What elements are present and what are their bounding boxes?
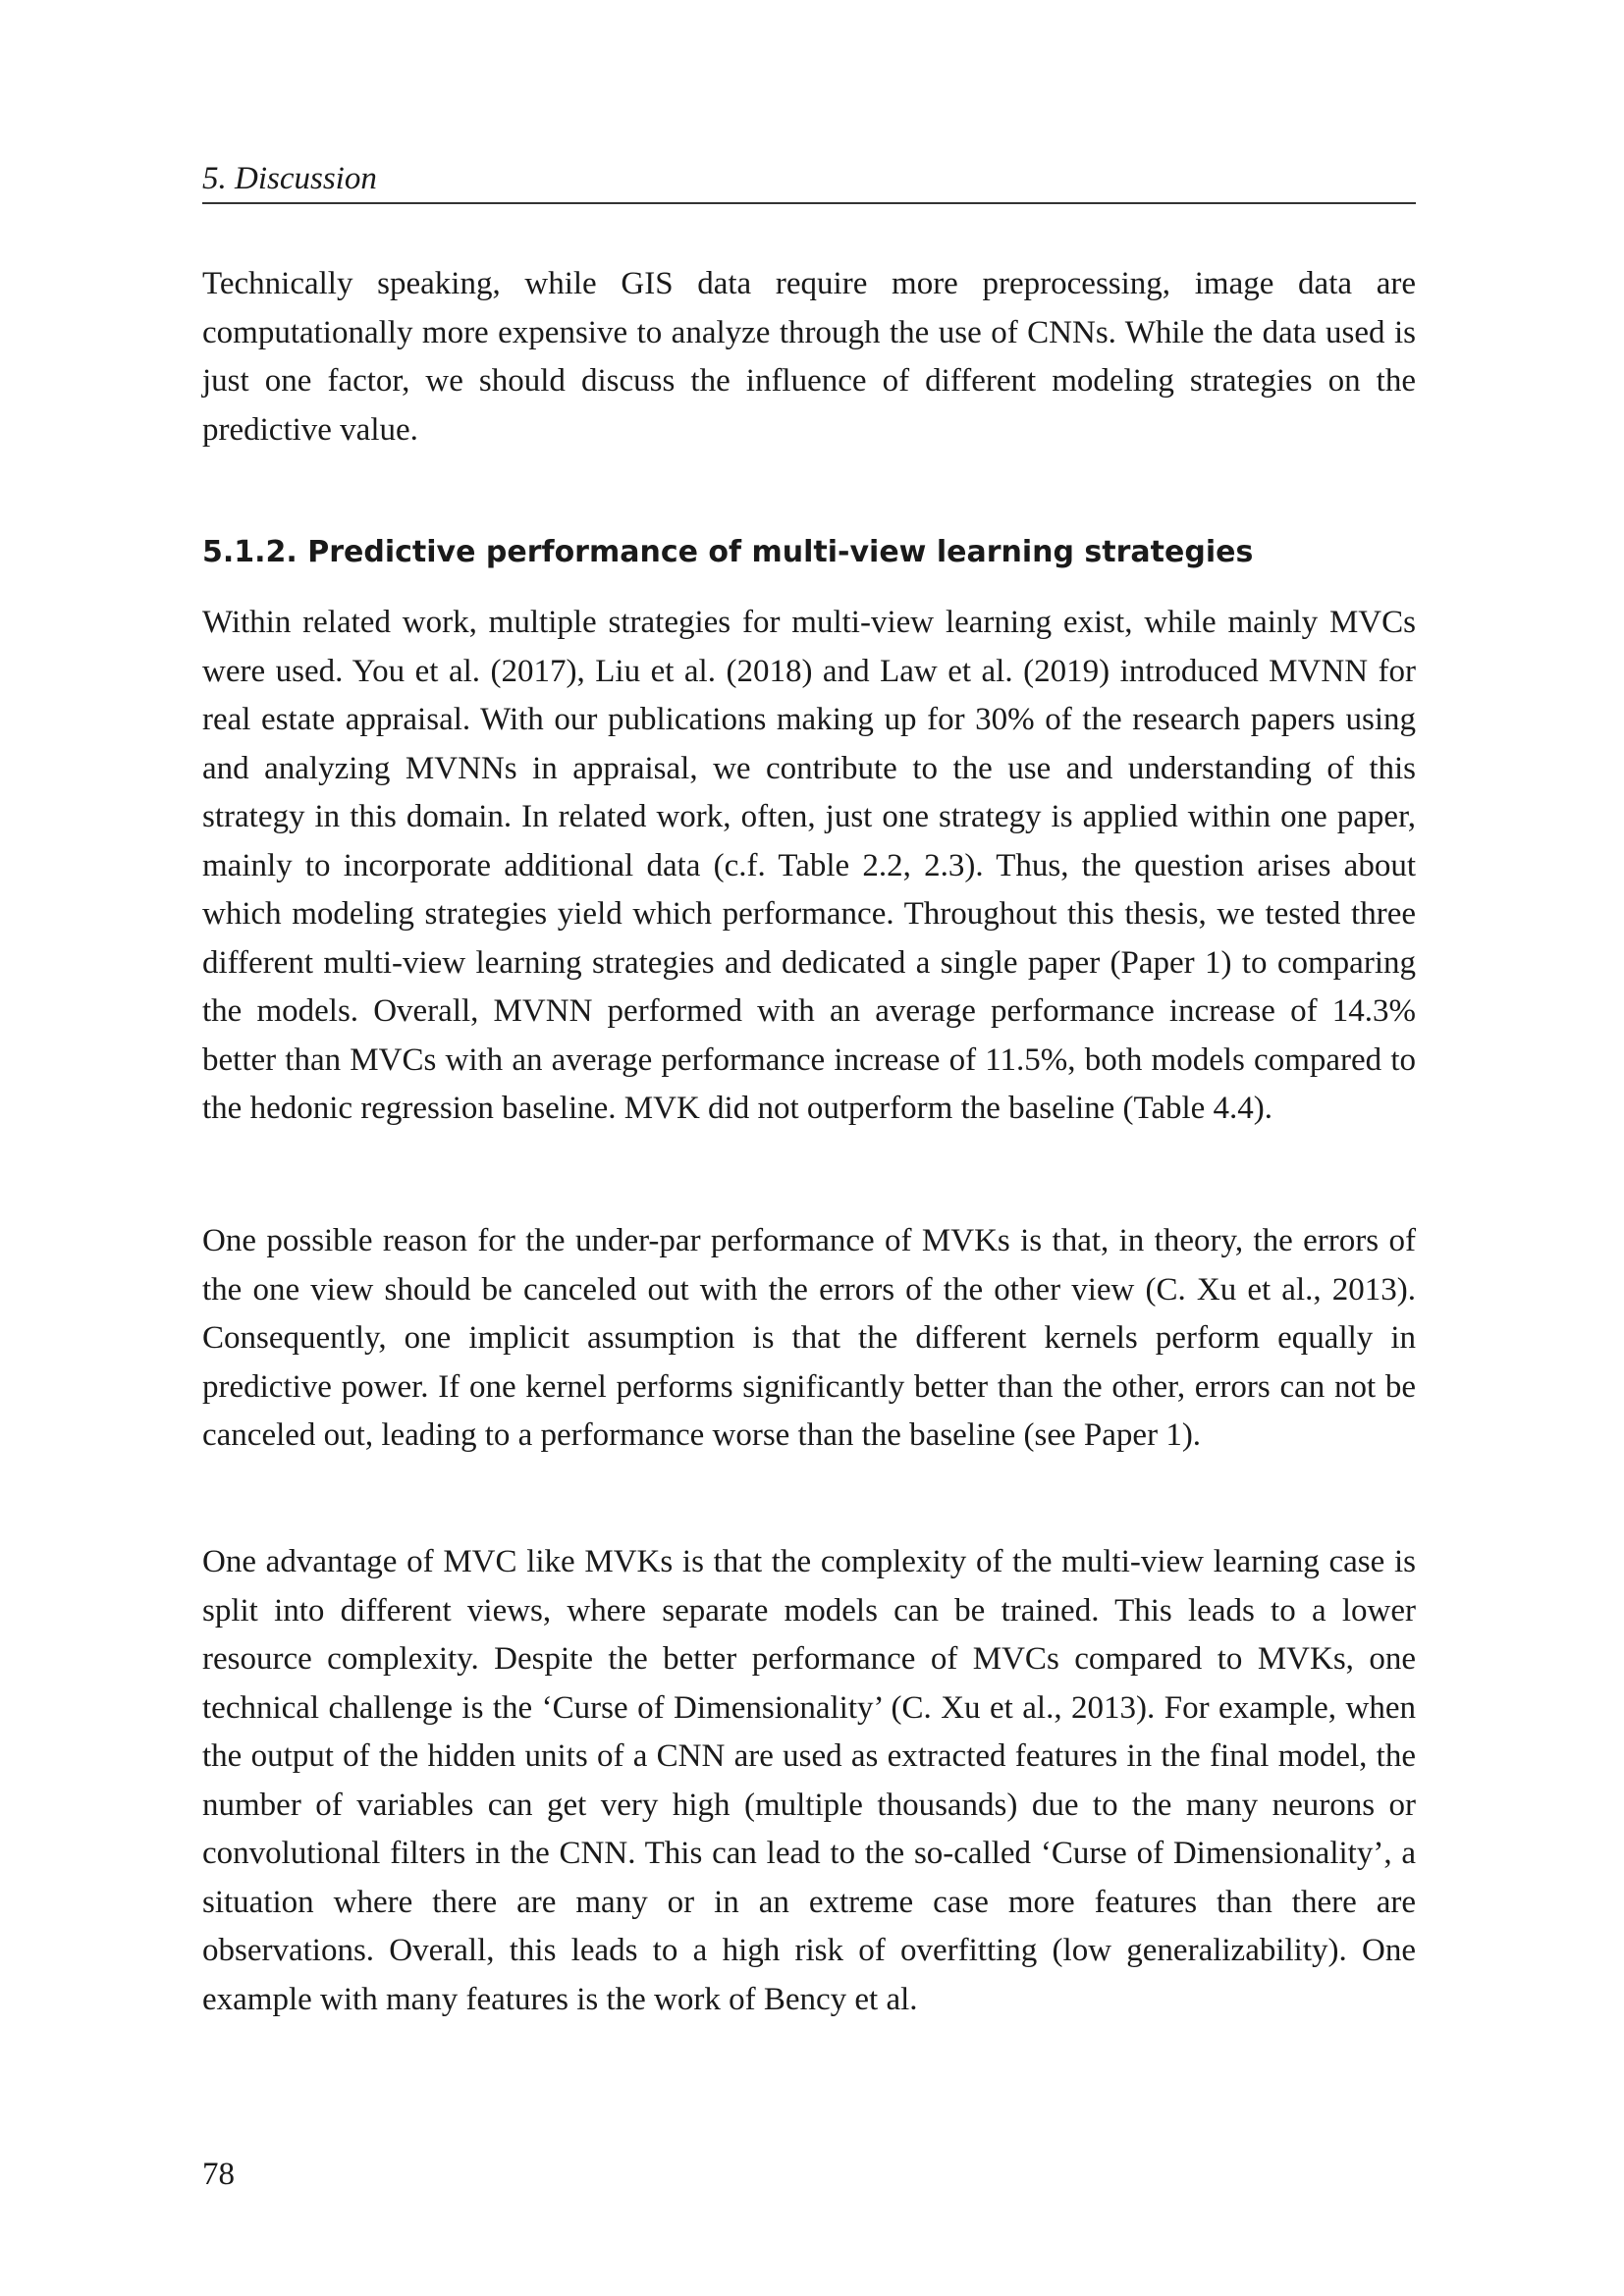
chapter-title: 5. Discussion bbox=[202, 161, 377, 196]
section-heading: 5.1.2. Predictive performance of multi-view learning strategies bbox=[202, 535, 1254, 569]
paragraph-multi-view-strategies: Within related work, multiple strategies for multi-view learning exist, while mainly MVCs were used. You et al. (2017), Liu et al. (2018) and Law et al. (2019) introduced MVNN for real estate appraisal. With our publications making up for 30% of the research papers using and analyzing MVNNs in appraisal, we contribute to the use and understanding of this strategy in this domain. In related work, often, just one strategy is applied within one paper, mainly to incorporate additional data (c.f. Table 2.2, 2.3). Thus, the question arises about which modeling strategies yield which performance. Throughout this thesis, we tested three different multi-view learning strategies and dedicated a single paper (Paper 1) to comparing the models. Overall, MVNN performed with an average performance increase of 14.3% better than MVCs with an average performance increase of 11.5%, both models compared to the hedonic regression baseline. MVK did not outperform the baseline (Table 4.4). bbox=[202, 605, 1416, 1126]
paragraph-curse-of-dimensionality: One advantage of MVC like MVKs is that the complexity of the multi-view learning case is split into different views, where separate models can be trained. This leads to a lower resource complexity. Despite the better performance of MVCs compared to MVKs, one technical challenge is the ‘Curse of Dimensionality’ (C. Xu et al., 2013). For example, when the output of the hidden units of a CNN are used as extracted features in the final model, the number of variables can get very high (multiple thousands) due to the many neurons or convolutional filters in the CNN. This can lead to the so-called ‘Curse of Dimensionality’, a situation where there are many or in an extreme case more features than there are observations. Overall, this leads to a high risk of overfitting (low generalizability). One example with many features is the work of Bency et al. bbox=[202, 1544, 1416, 2017]
page-number: 78 bbox=[202, 2157, 235, 2192]
paragraph-mvk-performance: One possible reason for the under-par performance of MVKs is that, in theory, the errors of the one view should be canceled out with the errors of the other view (C. Xu et al., 2013). Consequently, one implicit assumption is that the different kernels perform equally in predictive power. If one kernel performs significantly better than the other, errors can not be canceled out, leading to a performance worse than the baseline (see Paper 1). bbox=[202, 1223, 1416, 1453]
intro-paragraph: Technically speaking, while GIS data require more preprocessing, image data are computationally more expensive to analyze through the use of CNNs. While the data used is just one factor, we should discuss the influence of different modeling strategies on the predictive value. bbox=[202, 266, 1416, 448]
running-header bbox=[202, 157, 1416, 204]
